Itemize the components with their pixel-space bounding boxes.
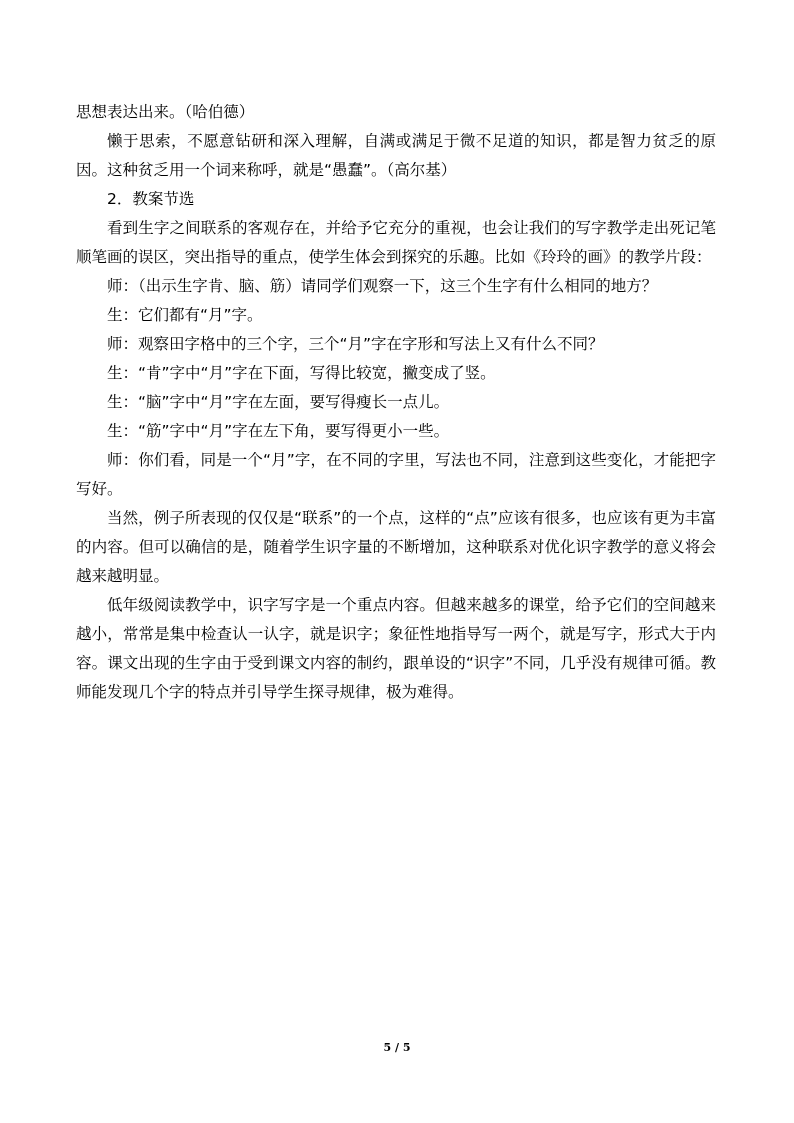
- paragraph-quote-ending: 思想表达出来。（哈伯德）: [76, 103, 255, 121]
- paragraph-conclusion: 低年级阅读教学中，识字写字是一个重点内容。但越来越多的课堂，给予它们的空间越来越小，常常是集中检查认一认字，就是识字；象征性地指导写一两个，就是写字，形式大于内容。课文出现的生字由于受到课文内容的制约，跟单设的“识字”不同，几乎没有规律可循。教师能发现几个字的特点并引导学生探寻规律，极为难得。: [76, 596, 716, 701]
- dialogue-line: 生：“肯”字中“月”字在下面，写得比较宽，撇变成了竖。: [107, 364, 496, 382]
- dialogue-line: 师：你们看，同是一个“月”字，在不同的字里，写法也不同，注意到这些变化，才能把字写好。: [76, 451, 716, 498]
- paragraph-gorky-quote: 懒于思索，不愿意钻研和深入理解，自满或满足于微不足道的知识，都是智力贫乏的原因。这种贫乏用一个词来称呼，就是“愚蠢”。（高尔基）: [76, 132, 716, 179]
- paragraph-commentary: 当然，例子所表现的仅仅是“联系”的一个点，这样的“点”应该有很多，也应该有更为丰富的内容。但可以确信的是，随着学生识字量的不断增加，这种联系对优化识字教学的意义将会越来越明显。: [76, 509, 716, 585]
- paragraph-intro: 看到生字之间联系的客观存在，并给予它充分的重视，也会让我们的写字教学走出死记笔顺笔画的误区，突出指导的重点，使学生体会到探究的乐趣。比如《玲玲的画》的教学片段：: [76, 219, 716, 266]
- dialogue-line: 生：“筋”字中“月”字在左下角，要写得更小一些。: [107, 422, 450, 440]
- page-number: 5 / 5: [383, 1041, 411, 1054]
- dialogue-line: 生：“脑”字中“月”字在左面，要写得瘦长一点儿。: [107, 393, 450, 411]
- document-body: [76, 98, 716, 707]
- dialogue-line: 师：（出示生字肯、脑、筋）请同学们观察一下，这三个生字有什么相同的地方？: [107, 277, 658, 295]
- section-heading-lesson-excerpt: 2．教案节选: [107, 190, 195, 208]
- dialogue-line: 师：观察田字格中的三个字，三个“月”字在字形和写法上又有什么不同？: [107, 335, 604, 353]
- dialogue-line: 生：它们都有“月”字。: [107, 306, 263, 324]
